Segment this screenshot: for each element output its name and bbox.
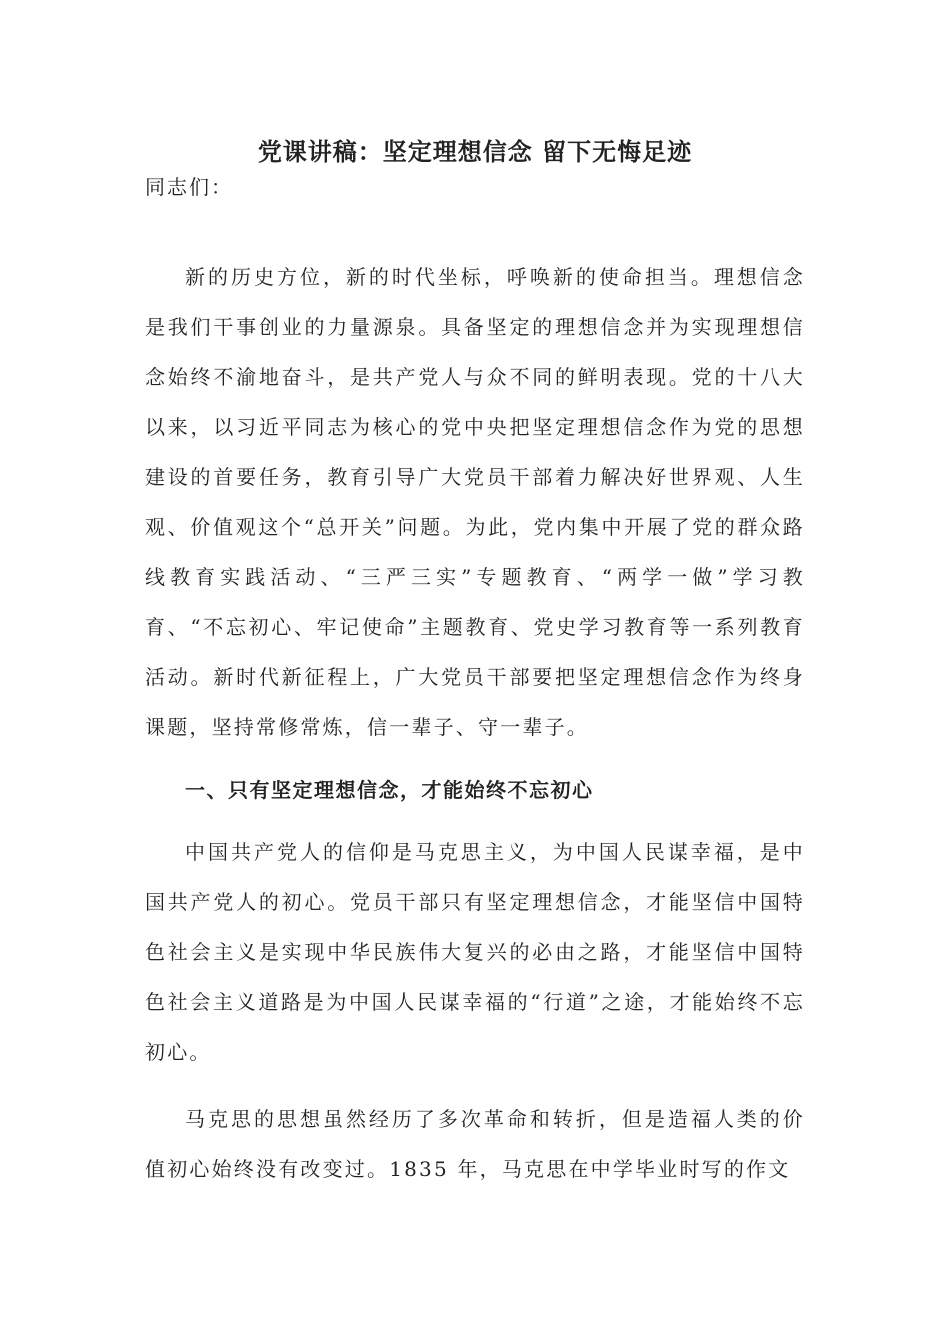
document-title: 党课讲稿：坚定理想信念 留下无悔足迹 xyxy=(257,137,693,166)
greeting: 同志们： xyxy=(145,175,233,199)
paragraph-intro: 新的历史方位，新的时代坐标，呼唤新的使命担当。理想信念是我们干事创业的力量源泉。具备坚定的理想信念并为实现理想信念始终不渝地奋斗，是共产党人与众不同的鲜明表现。党的十八大以来，以习近平同志为核心的党中央把坚定理想信念作为党的思想建设的首要任务，教育引导广大党员干部着力解决好世界观、人生观、价值观这个“总开关”问题。为此，党内集中开展了党的群众路线教育实践活动、“三严三实”专题教育、“两学一做”学习教育、“不忘初心、牢记使命”主题教育、党史学习教育等一系列教育活动。新时代新征程上，广大党员干部要把坚定理想信念作为终身课题，坚持常修常炼，信一辈子、守一辈子。 xyxy=(145,265,805,739)
section-heading-1: 一、只有坚定理想信念，才能始终不忘初心 xyxy=(185,778,594,802)
paragraph-section-1b: 马克思的思想虽然经历了多次革命和转折，但是造福人类的价值初心始终没有改变过。1835 年，马克思在中学毕业时写的作文 xyxy=(145,1107,805,1181)
paragraph-section-1a: 中国共产党人的信仰是马克思主义，为中国人民谋幸福，是中国共产党人的初心。党员干部只有坚定理想信念，才能坚信中国特色社会主义是实现中华民族伟大复兴的必由之路，才能坚信中国特色社会主义道路是为中国人民谋幸福的“行道”之途，才能始终不忘初心。 xyxy=(145,840,805,1064)
